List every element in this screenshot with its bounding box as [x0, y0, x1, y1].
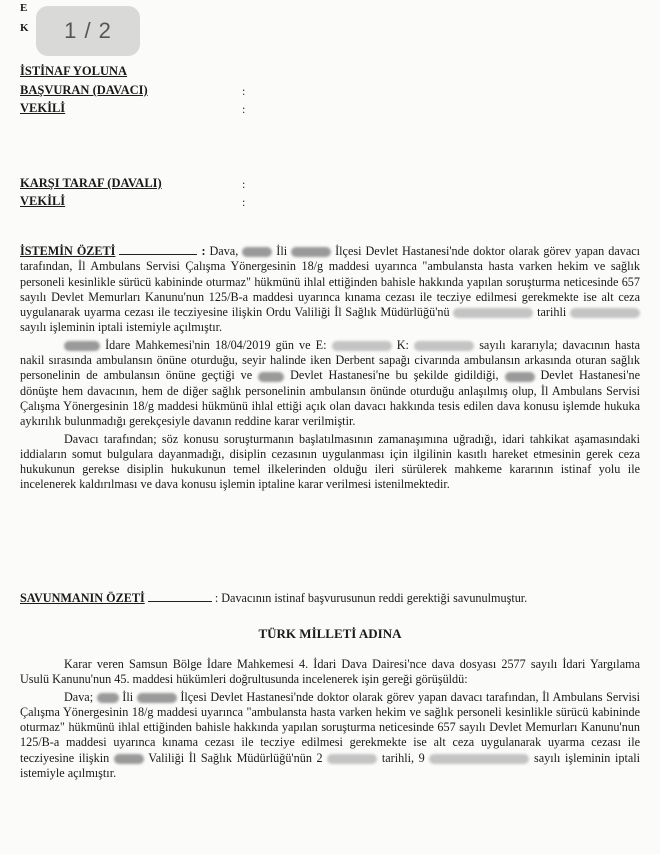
claim-summary-heading: İSTEMİN ÖZETİ [20, 244, 116, 258]
page-indicator: 1 / 2 [36, 6, 140, 56]
defense-summary: SAVUNMANIN ÖZETİ : Davacının istinaf başvurusunun reddi gerektiği savunulmuştur. [20, 591, 528, 605]
respondent-counsel-label: VEKİLİ [20, 194, 66, 208]
applicant-colon: : [242, 84, 246, 98]
corner-letter-k: K [20, 22, 29, 34]
applicant-counsel-label: VEKİLİ [20, 101, 66, 115]
appeal-heading: İSTİNAF YOLUNA [20, 64, 128, 78]
decision-body: Karar veren Samsun Bölge İdare Mahkemesi 4. İdari Dava Dairesi'nce dava dosyası 2577 sayılı İdari Yargılama Usulü Kanunu'nun 45. maddesi hükümleri doğrultusunda incelenerek işin gereği görüşüldü: Dava; İli İlçesi Devlet Hastanesi'nde doktor olarak görev yapan davacı tarafından, İl Ambulans Servisi Çalışma Yönergesinin 18/g maddesi uyarınca "ambulansta hasta varken hekim ve sağlık personeli kesinlikle sürücü kabininde oturmaz" hükmünü ihlal ettiğinden bahisle hakkında yapılan soruşturma neticesinde 657 sayılı Devlet Memurları Kanunu'nun 125/B-a maddesi uyarınca kınama cezası ile tecziye edilmesi gerekmekte ise alt ceza uygulanarak uyarma cezası ile tecziyesine ilişkin Valiliği İl Sağlık Müdürlüğü'nün 2 tarihli, 9 sayılı işleminin iptali istemiyle açılmıştır. [20, 657, 641, 781]
claim-summary: İSTEMİN ÖZETİ : Dava, İli İlçesi Devlet Hastanesi'nde doktor olarak görev yapan davacı tarafından, İl Ambulans Servisi Çalışma Yönergesinin 18/g maddesi uyarınca "ambulansta hasta varken hekim ve sağlık personeli kesinlikle sürücü kabininde oturmaz" hükmünü ihlal ettiğinden bahisle hakkında yapılan soruşturma neticesinde 657 sayılı Devlet Memurları Kanunu'nun 125/B-a maddesi uyarınca kınama cezası ile tecziye edilmesi gerekmekte ise alt ceza uygulanarak uyarma cezası ile tecziyesine ilişkin Ordu Valiliği İl Sağlık Müdürlüğü'nü tarihli sayılı işleminin iptali istemiyle açılmıştır. İdare Mahkemesi'nin 18/04/2019 gün ve E: K: sayılı kararıyla; davacının hasta nakil sırasında ambulansın önüne oturduğu, seyir halinde iken Derbent sapağı civarında ambulansın arkasında oturan sağlık personelinin de ambulansın önüne geçtiği ve Devlet Hastanesi'ne bu şekilde gidildiği, Devlet Hastanesi'ne dönüşte hem davacının, hem de diğer sağlık personelinin ambulansın önünde oturduğu anlaşılmış olup, İl Ambulans Servisi Çalışma Yönergesinin 18/g maddesi hükmünü ihlal ettiği açık olan davacı hakkında tesis edilen dava konusu işlemde hukuka aykırılık bulunmadığı gerekçesiyle davanın reddine karar verilmiştir. Davacı tarafından; söz konusu soruşturmanın başlatılmasının zamanaşımına uğradığı, idari tahkikat aşamasındaki iddiaların somut bulgulara dayanmadığı, disiplin cezasının uygulanması için ilgilinin kasıtlı hareket etmesinin gerek ceza hukukunun gerekse disiplin hukukunun temel ilkelerinden olduğu ileri sürülerek mahkeme kararının istinaf yolu ile incelenerek kaldırılması ve dava konusu işlemin iptaline karar verilmesi istenilmektedir. [20, 244, 641, 492]
applicant-label: BAŞVURAN (DAVACI) [20, 83, 148, 97]
decision-heading: TÜRK MİLLETİ ADINA [258, 626, 402, 641]
respondent-colon: : [242, 177, 246, 191]
applicant-counsel-colon: : [242, 102, 246, 116]
defense-summary-heading: SAVUNMANIN ÖZETİ [20, 591, 145, 605]
respondent-label: KARŞI TARAF (DAVALI) [20, 176, 162, 190]
corner-letter-e: E [20, 2, 28, 14]
respondent-counsel-colon: : [242, 195, 246, 209]
